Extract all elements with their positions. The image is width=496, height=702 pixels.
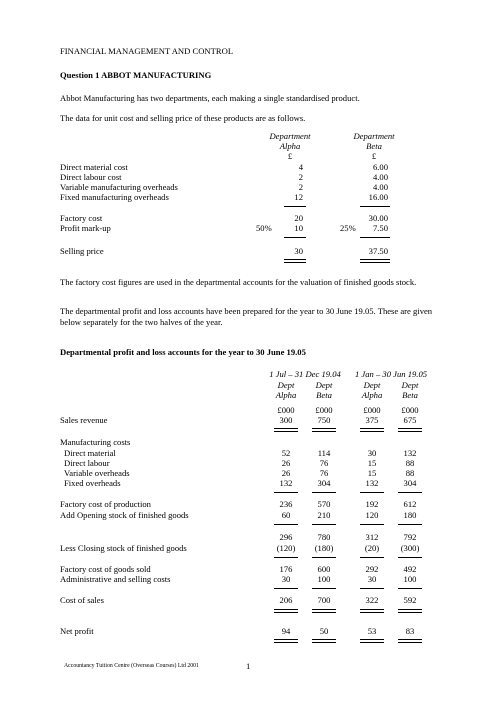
column-unit: £000 (401, 405, 419, 415)
beta-header-line1: Department (353, 131, 395, 141)
footer-text: Accountancy Tuition Centre (Overseas Courses) Ltd 2001 (64, 663, 199, 669)
opening-stock-value: 120 (365, 510, 379, 520)
subtotal-rule (284, 206, 306, 207)
double-rule (398, 639, 422, 640)
double-rule (274, 428, 298, 429)
cost-row-beta: 6.00 (372, 162, 388, 172)
beta-header-line2: Beta (366, 141, 382, 151)
double-rule (274, 612, 298, 613)
pl-intro-paragraph: The departmental profit and loss accounts have been prepared for the year to 30 June 19.05. These are given below separately for the two halves of the year. (60, 306, 433, 327)
factory-cost-production-label: Factory cost of production (60, 499, 151, 509)
manufacturing-row-label: Direct material (64, 448, 116, 458)
subtotal-rule (360, 492, 384, 493)
net-profit-value: 83 (405, 626, 415, 636)
sales-revenue-value: 300 (279, 415, 293, 425)
subtotal-rule (312, 524, 336, 525)
subtotal-rule (312, 492, 336, 493)
manufacturing-value: 114 (317, 448, 331, 458)
cost-of-sales-value: 700 (317, 595, 331, 605)
double-rule (360, 428, 384, 429)
subtotal-rule (360, 524, 384, 525)
factory-cost-alpha: 20 (294, 213, 303, 223)
factory-cost-goods-sold-value: 492 (403, 564, 417, 574)
manufacturing-value: 26 (281, 468, 291, 478)
manufacturing-value: 88 (405, 468, 415, 478)
net-profit-value: 50 (319, 626, 329, 636)
subtotal-rule (398, 588, 422, 589)
cost-row-beta: 4.00 (372, 172, 388, 182)
double-rule (360, 639, 384, 640)
column-dept: Dept (363, 380, 381, 390)
sales-revenue-label: Sales revenue (60, 415, 108, 425)
question-title: Question 1 ABBOT MANUFACTURING (60, 70, 212, 80)
cost-row-label: Fixed manufacturing overheads (60, 192, 169, 202)
closing-stock-value: (120) (276, 543, 296, 553)
subtotal-value: 312 (365, 532, 379, 542)
double-rule (274, 639, 298, 640)
double-rule (398, 609, 422, 610)
manufacturing-value: 76 (319, 468, 329, 478)
sales-revenue-value: 375 (365, 415, 379, 425)
double-rule (360, 609, 384, 610)
net-profit-value: 94 (281, 626, 291, 636)
markup-alpha: 10 (294, 223, 303, 233)
total-rule (284, 259, 306, 260)
column-unit: £000 (315, 405, 333, 415)
markup-beta: 7.50 (372, 223, 388, 233)
double-rule (312, 428, 336, 429)
cost-row-beta: 16.00 (368, 192, 388, 202)
factory-cost-label: Factory cost (60, 213, 103, 223)
manufacturing-row-label: Fixed overheads (64, 478, 121, 488)
manufacturing-row-label: Variable overheads (64, 468, 130, 478)
admin-selling-value: 30 (367, 574, 377, 584)
double-rule (360, 431, 384, 432)
subtotal-value: 780 (317, 532, 331, 542)
factory-cost-goods-sold-value: 292 (365, 564, 379, 574)
double-rule (274, 642, 298, 643)
cost-row-alpha: 2 (298, 172, 303, 182)
manufacturing-value: 304 (403, 478, 417, 488)
total-rule (360, 259, 390, 260)
selling-price-label: Selling price (60, 246, 104, 256)
manufacturing-value: 88 (405, 458, 415, 468)
total-rule (284, 262, 306, 263)
double-rule (360, 612, 384, 613)
subtotal-rule (274, 492, 298, 493)
cost-of-sales-label: Cost of sales (60, 595, 104, 605)
double-rule (312, 642, 336, 643)
subtotal-value: 296 (279, 532, 293, 542)
net-profit-value: 53 (367, 626, 377, 636)
factory-cost-goods-sold-label: Factory cost of goods sold (60, 564, 151, 574)
subtotal-rule (284, 237, 306, 238)
cost-row-alpha: 4 (298, 162, 303, 172)
column-name: Beta (402, 390, 418, 400)
cost-of-sales-value: 592 (403, 595, 417, 605)
double-rule (274, 431, 298, 432)
markup-alpha-pct: 50% (256, 223, 272, 233)
factory-cost-production-value: 236 (279, 499, 293, 509)
subtotal-rule (274, 557, 298, 558)
manufacturing-value: 304 (317, 478, 331, 488)
document-header: FINANCIAL MANAGEMENT AND CONTROL (60, 46, 234, 56)
column-dept: Dept (277, 380, 295, 390)
selling-price-alpha: 30 (294, 246, 303, 256)
page-number: 1 (246, 661, 251, 671)
manufacturing-value: 15 (367, 458, 377, 468)
subtotal-rule (312, 588, 336, 589)
factory-cost-goods-sold-value: 176 (279, 564, 293, 574)
opening-stock-value: 60 (281, 510, 291, 520)
alpha-header-line1: Department (269, 131, 311, 141)
factory-cost-production-value: 570 (317, 499, 331, 509)
subtotal-rule (274, 588, 298, 589)
cost-of-sales-value: 322 (365, 595, 379, 605)
cost-row-alpha: 12 (294, 192, 303, 202)
subtotal-rule (360, 206, 390, 207)
manufacturing-value: 30 (367, 448, 377, 458)
column-name: Beta (316, 390, 332, 400)
subtotal-rule (360, 557, 384, 558)
period2-label: 1 Jan – 30 Jun 19.05 (354, 369, 428, 379)
manufacturing-row-label: Direct labour (64, 458, 110, 468)
admin-selling-value: 100 (403, 574, 417, 584)
data-intro-paragraph: The data for unit cost and selling price of these products are as follows. (60, 113, 306, 123)
manufacturing-value: 76 (319, 458, 329, 468)
beta-unit: £ (371, 151, 377, 161)
double-rule (274, 609, 298, 610)
double-rule (312, 431, 336, 432)
period1-label: 1 Jul – 31 Dec 19.04 (269, 369, 341, 379)
selling-price-beta: 37.50 (368, 246, 388, 256)
opening-stock-value: 180 (403, 510, 417, 520)
cost-row-label: Direct labour cost (60, 172, 122, 182)
subtotal-rule (398, 557, 422, 558)
manufacturing-value: 132 (279, 478, 293, 488)
column-dept: Dept (315, 380, 333, 390)
sales-revenue-value: 675 (403, 415, 417, 425)
subtotal-rule (360, 237, 390, 238)
valuation-paragraph: The factory cost figures are used in the departmental accounts for the valuation of finished goods stock. (60, 277, 417, 287)
subtotal-rule (312, 557, 336, 558)
cost-of-sales-value: 206 (279, 595, 293, 605)
admin-selling-value: 100 (317, 574, 331, 584)
closing-stock-value: (180) (314, 543, 334, 553)
closing-stock-label: Less Closing stock of finished goods (60, 543, 187, 553)
double-rule (398, 642, 422, 643)
double-rule (312, 612, 336, 613)
subtotal-rule (398, 492, 422, 493)
double-rule (398, 431, 422, 432)
subtotal-rule (274, 524, 298, 525)
opening-stock-value: 210 (317, 510, 331, 520)
cost-row-beta: 4.00 (372, 182, 388, 192)
double-rule (312, 609, 336, 610)
subtotal-rule (360, 588, 384, 589)
markup-beta-pct: 25% (340, 223, 356, 233)
cost-row-label: Direct material cost (60, 162, 128, 172)
factory-cost-beta: 30.00 (368, 213, 388, 223)
admin-selling-label: Administrative and selling costs (60, 574, 171, 584)
double-rule (398, 612, 422, 613)
intro-paragraph: Abbot Manufacturing has two departments, each making a single standardised product. (60, 93, 360, 103)
subtotal-rule (398, 524, 422, 525)
column-unit: £000 (277, 405, 295, 415)
manufacturing-costs-heading: Manufacturing costs (60, 437, 131, 447)
alpha-header-line2: Alpha (279, 141, 301, 151)
markup-label: Profit mark-up (60, 223, 111, 233)
column-unit: £000 (363, 405, 381, 415)
double-rule (398, 428, 422, 429)
manufacturing-value: 132 (365, 478, 379, 488)
net-profit-label: Net profit (60, 626, 94, 636)
manufacturing-value: 52 (281, 448, 291, 458)
alpha-unit: £ (287, 151, 293, 161)
admin-selling-value: 30 (281, 574, 291, 584)
cost-row-label: Variable manufacturing overheads (60, 182, 178, 192)
closing-stock-value: (300) (400, 543, 420, 553)
column-dept: Dept (401, 380, 419, 390)
factory-cost-goods-sold-value: 600 (317, 564, 331, 574)
column-name: Alpha (275, 390, 297, 400)
manufacturing-value: 132 (403, 448, 417, 458)
manufacturing-value: 26 (281, 458, 291, 468)
closing-stock-value: (20) (364, 543, 380, 553)
total-rule (360, 262, 390, 263)
double-rule (360, 642, 384, 643)
opening-stock-label: Add Opening stock of finished goods (60, 510, 189, 520)
double-rule (312, 639, 336, 640)
subtotal-value: 792 (403, 532, 417, 542)
sales-revenue-value: 750 (317, 415, 331, 425)
column-name: Alpha (361, 390, 383, 400)
factory-cost-production-value: 192 (365, 499, 379, 509)
cost-row-alpha: 2 (298, 182, 303, 192)
pl-section-title: Departmental profit and loss accounts for the year to 30 June 19.05 (60, 347, 306, 357)
manufacturing-value: 15 (367, 468, 377, 478)
factory-cost-production-value: 612 (403, 499, 417, 509)
